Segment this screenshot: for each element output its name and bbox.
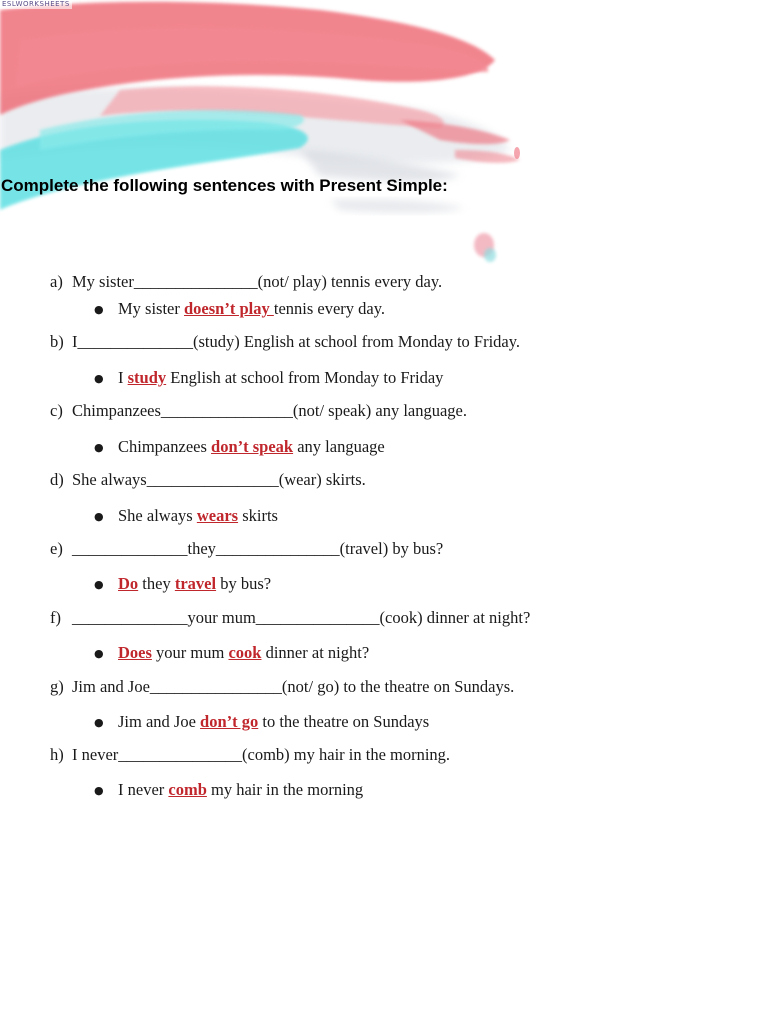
- question-item: [50, 401, 467, 421]
- answer-text: skirts: [238, 506, 278, 525]
- answer-text: I: [118, 368, 128, 387]
- answer-filled-word: travel: [174, 574, 217, 593]
- question-letter: f): [50, 608, 61, 627]
- answer-filled-word: don’t speak: [211, 437, 294, 456]
- site-watermark: ESLWORKSHEETS: [2, 0, 70, 8]
- bullet-icon: ●: [94, 647, 104, 660]
- question-letter: d): [50, 470, 64, 489]
- answer-filled-word: Do: [118, 574, 139, 593]
- question-text: My sister_______________(not/ play) tennis every day.: [72, 272, 443, 291]
- bullet-icon: ●: [94, 716, 104, 729]
- question-item: [50, 608, 530, 628]
- answer-item: [94, 712, 429, 734]
- answer-text: tennis every day.: [273, 299, 386, 318]
- bullet-icon: ●: [94, 784, 104, 797]
- question-item: [50, 677, 514, 697]
- answer-item: [94, 643, 369, 665]
- question-item: [50, 539, 443, 559]
- answer-text: I never: [118, 780, 169, 799]
- question-text: Jim and Joe________________(not/ go) to the theatre on Sundays.: [72, 677, 515, 696]
- question-letter: e): [50, 539, 63, 558]
- bullet-icon: ●: [94, 578, 104, 591]
- question-item: [50, 470, 366, 490]
- answer-item: [94, 437, 385, 459]
- answer-filled-word: doesn’t play: [184, 299, 274, 318]
- question-letter: b): [50, 332, 64, 351]
- answer-item: [94, 368, 443, 390]
- answer-filled-word: don’t go: [200, 712, 259, 731]
- answer-item: [94, 574, 271, 596]
- question-text: I never_______________(comb) my hair in the morning.: [72, 745, 451, 764]
- question-item: [50, 332, 520, 352]
- answer-text: to the theatre on Sundays: [258, 712, 430, 731]
- question-letter: c): [50, 401, 63, 420]
- worksheet-title: Complete the following sentences with Present Simple:: [1, 176, 448, 195]
- question-text: ______________they_______________(travel) by bus?: [72, 539, 444, 558]
- question-letter: h): [50, 745, 64, 764]
- answer-text: Jim and Joe: [118, 712, 201, 731]
- question-item: [50, 745, 450, 765]
- answer-text: they: [138, 574, 175, 593]
- bullet-icon: ●: [94, 441, 104, 454]
- answer-item: [94, 299, 385, 321]
- answer-item: [94, 506, 278, 528]
- answer-text: by bus?: [216, 574, 272, 593]
- question-item: [50, 272, 442, 292]
- answer-filled-word: study: [127, 368, 167, 387]
- answer-filled-word: comb: [168, 780, 207, 799]
- answer-text: My sister: [118, 299, 184, 318]
- answer-filled-word: Does: [118, 643, 152, 662]
- bullet-icon: ●: [94, 303, 104, 316]
- answer-text: She always: [118, 506, 197, 525]
- answer-text: English at school from Monday to Friday: [166, 368, 444, 387]
- bullet-icon: ●: [94, 372, 104, 385]
- answer-item: [94, 780, 363, 802]
- answer-text: dinner at night?: [261, 643, 370, 662]
- answer-text: Chimpanzees: [118, 437, 212, 456]
- question-text: Chimpanzees________________(not/ speak) any language.: [72, 401, 467, 420]
- answer-text: your mum: [151, 643, 229, 662]
- answer-text: any language: [293, 437, 385, 456]
- question-text: I______________(study) English at school from Monday to Friday.: [72, 332, 521, 351]
- answer-filled-word: cook: [228, 643, 262, 662]
- question-text: ______________your mum_______________(cook) dinner at night?: [72, 608, 531, 627]
- question-letter: g): [50, 677, 64, 696]
- bullet-icon: ●: [94, 510, 104, 523]
- question-letter: a): [50, 272, 63, 291]
- answer-text: my hair in the morning: [206, 780, 364, 799]
- question-text: She always________________(wear) skirts.: [72, 470, 366, 489]
- answer-filled-word: wears: [196, 506, 239, 525]
